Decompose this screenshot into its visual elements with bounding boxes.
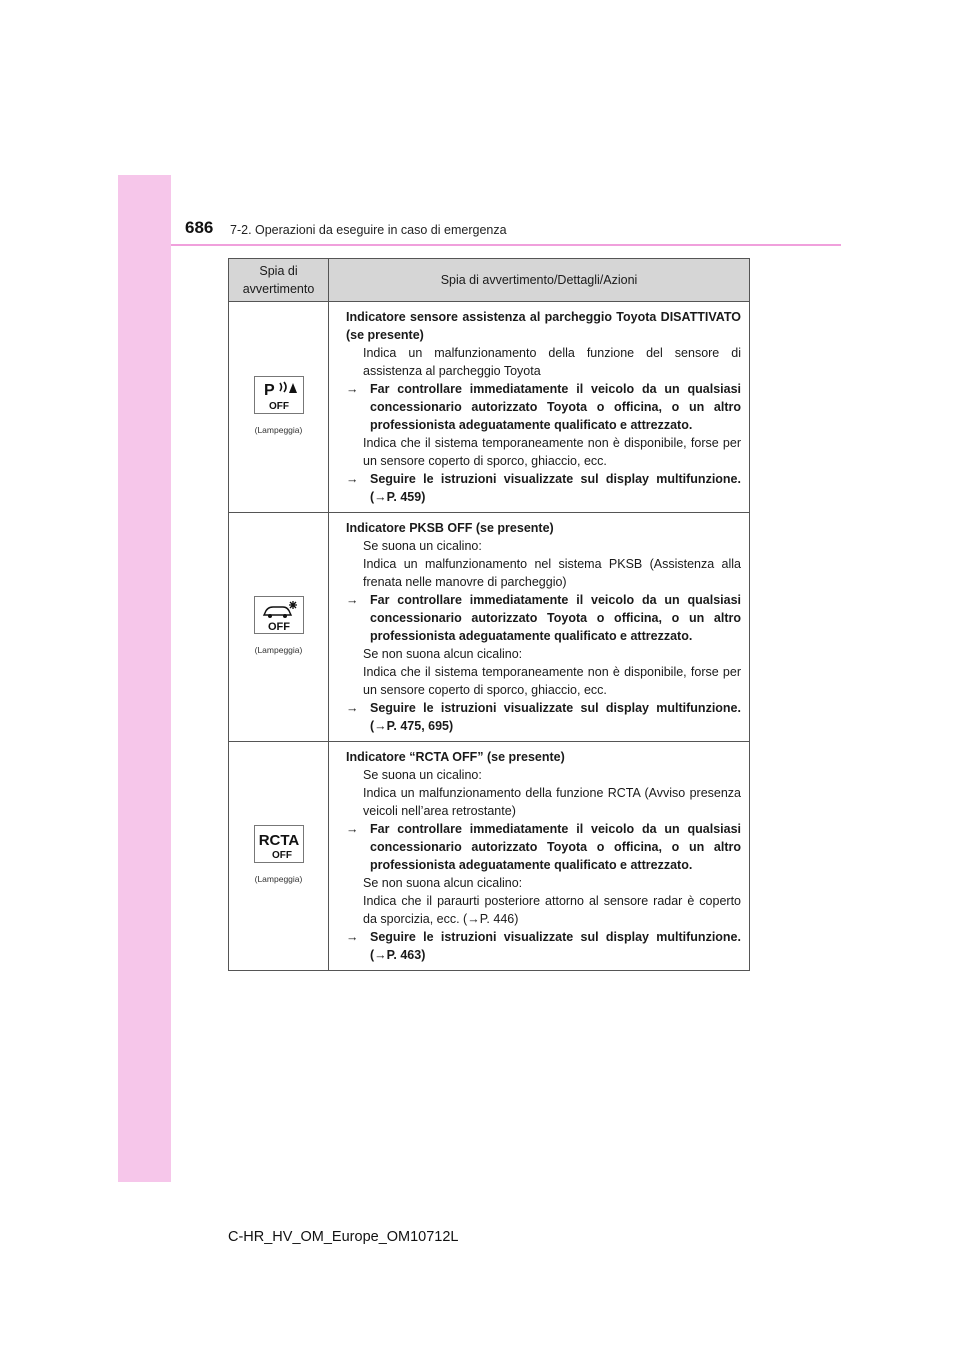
arrow-icon: → bbox=[346, 472, 359, 486]
action-text: → Far controllare immediatamente il veicolo da un qualsiasi concessionario autorizzato Toyota o officina, o un altro professionista adeguatamente qualificato e attrezzato. bbox=[346, 593, 741, 643]
arrow-icon: → bbox=[346, 930, 359, 944]
table-row bbox=[229, 513, 750, 742]
table-row bbox=[229, 742, 750, 971]
icon-cell bbox=[229, 513, 329, 742]
row-title: Indicatore “RCTA OFF” (se presente) bbox=[346, 750, 565, 764]
description-cell bbox=[329, 513, 750, 742]
svg-text:P: P bbox=[263, 381, 275, 399]
detail-text: Indica che il sistema temporaneamente non è disponibile, forse per un sensore coperto di sporco, ghiaccio, ecc. bbox=[363, 665, 741, 697]
row-title: Indicatore PKSB OFF (se presente) bbox=[346, 521, 554, 535]
detail-text: Se non suona alcun cicalino: bbox=[363, 647, 523, 661]
detail-text: Se suona un cicalino: bbox=[363, 539, 482, 553]
icon-subtext: OFF bbox=[271, 849, 292, 861]
arrow-icon: → bbox=[346, 701, 359, 715]
arrow-icon: → bbox=[346, 593, 359, 607]
detail-text: Indica un malfunzionamento della funzione del sensore di assistenza al parcheggio Toyota bbox=[363, 346, 741, 378]
header-rule bbox=[171, 244, 841, 246]
table-header-row bbox=[229, 259, 750, 302]
section-title: 7-2. Operazioni da eseguire in caso di emergenza bbox=[230, 223, 507, 237]
action-text: → Seguire le istruzioni visualizzate sul display multifunzione. (→P. 463) bbox=[346, 930, 741, 962]
arrow-icon: → bbox=[346, 382, 359, 396]
warning-light-table bbox=[228, 258, 750, 971]
icon-text: OFF bbox=[268, 400, 289, 412]
lamp-label: (Lampeggia) bbox=[254, 873, 303, 884]
detail-text: Se non suona alcun cicalino: bbox=[363, 876, 523, 890]
action-text: → Far controllare immediatamente il veicolo da un qualsiasi concessionario autorizzato Toyota o officina, o un altro professionista adeguatamente qualificato e attrezzato. bbox=[346, 382, 741, 432]
detail-text: Indica che il paraurti posteriore attorno al sensore radar è coperto da sporcizia, ecc. (→P. 446) bbox=[363, 894, 741, 926]
pksb-off-icon bbox=[254, 596, 304, 634]
icon-text: RCTA bbox=[258, 831, 299, 849]
side-tab-band bbox=[118, 175, 171, 1182]
detail-text: Indica che il sistema temporaneamente non è disponibile, forse per un sensore coperto di sporco, ghiaccio, ecc. bbox=[363, 436, 741, 468]
detail-text: Indica un malfunzionamento nel sistema PKSB (Assistenza alla frenata nelle manovre di parcheggio) bbox=[363, 557, 741, 589]
icon-text: OFF bbox=[267, 620, 290, 633]
row-title: Indicatore sensore assistenza al parcheggio Toyota DISATTIVATO (se presente) bbox=[346, 310, 741, 342]
arrow-icon: → bbox=[346, 822, 359, 836]
detail-text: Se suona un cicalino: bbox=[363, 768, 482, 782]
header-warning-light: Spia di avvertimento bbox=[229, 259, 329, 302]
lamp-label: (Lampeggia) bbox=[254, 644, 303, 655]
description-cell bbox=[329, 742, 750, 971]
action-text: → Far controllare immediatamente il veicolo da un qualsiasi concessionario autorizzato Toyota o officina, o un altro professionista adeguatamente qualificato e attrezzato. bbox=[346, 822, 741, 872]
action-text: → Seguire le istruzioni visualizzate sul display multifunzione. (→P. 459) bbox=[346, 472, 741, 504]
icon-cell bbox=[229, 302, 329, 513]
page-number: 686 bbox=[185, 218, 214, 237]
rcta-off-icon bbox=[254, 825, 304, 863]
detail-text: Indica un malfunzionamento della funzione RCTA (Avviso presenza veicoli nell’area retrostante) bbox=[363, 786, 741, 818]
description-cell bbox=[329, 302, 750, 513]
action-text: → Seguire le istruzioni visualizzate sul display multifunzione. (→P. 475, 695) bbox=[346, 701, 741, 733]
parking-assist-off-icon bbox=[254, 376, 304, 414]
footer-document-code: C-HR_HV_OM_Europe_OM10712L bbox=[228, 1229, 459, 1245]
lamp-label: (Lampeggia) bbox=[254, 424, 303, 435]
header-details: Spia di avvertimento/Dettagli/Azioni bbox=[329, 259, 750, 302]
table-row bbox=[229, 302, 750, 513]
icon-cell bbox=[229, 742, 329, 971]
